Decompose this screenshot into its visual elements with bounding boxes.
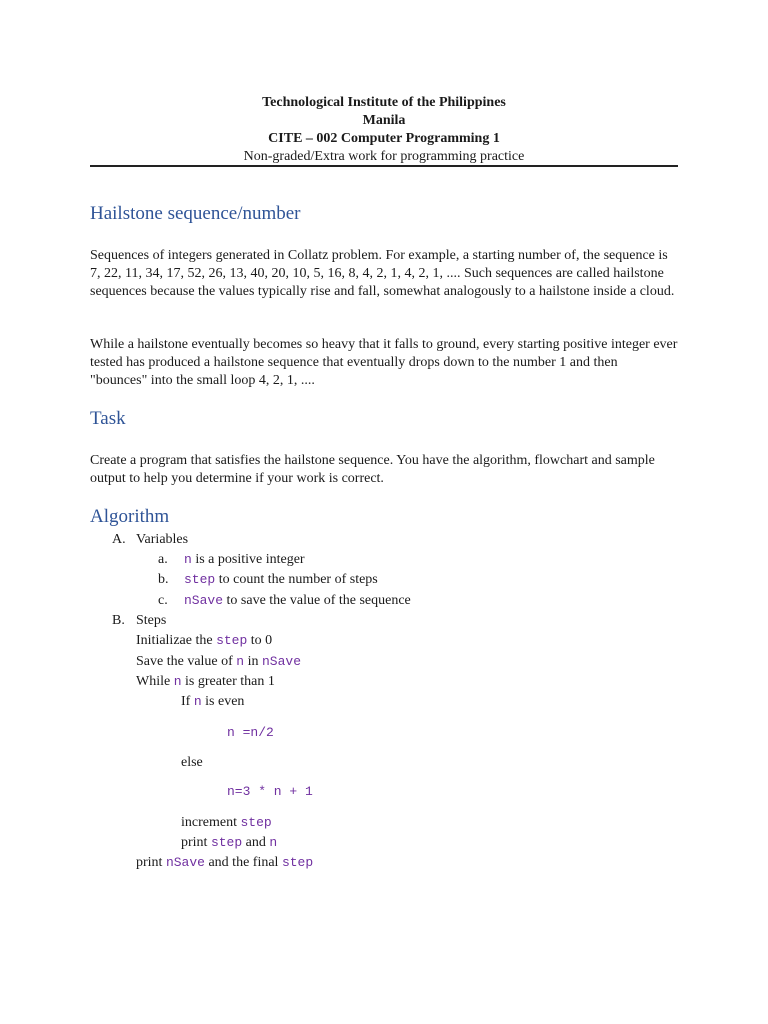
step-text: increment <box>181 815 241 830</box>
step-if <box>181 693 244 711</box>
list-text: to save the value of the sequence <box>223 593 411 608</box>
code-token: n <box>193 694 202 709</box>
step-text: to 0 <box>247 633 273 648</box>
course-note: Non-graded/Extra work for programming practice <box>243 149 525 164</box>
code-token: step <box>184 572 216 587</box>
step-text: print <box>181 835 211 850</box>
hailstone-paragraph-1: Sequences of integers generated in Collatz problem. For example, a starting number of, the sequence is 7, 22, 11, 34, 17, 52, 26, 13, 40, 20, 10, 5, 16, 8, 4, 2, 1, 4, 2, 1, .... Such sequences are called hailstone sequences because the values typically rise and fall, somewhat analogously to a hailstone inside a cloud. <box>90 248 675 299</box>
code-token: n <box>236 654 245 669</box>
list-item-var-step <box>158 571 378 589</box>
step-initialize <box>136 632 272 650</box>
list-text: is a positive integer <box>191 552 305 567</box>
step-text: and <box>242 835 270 850</box>
step-save <box>136 653 301 671</box>
step-text: If <box>181 694 194 709</box>
step-triple <box>227 783 313 801</box>
code-token: nSave <box>184 593 224 608</box>
code-token: n <box>173 674 182 689</box>
campus-name: Manila <box>362 113 406 128</box>
algorithm-heading: Algorithm <box>90 506 170 527</box>
code-token: step <box>210 835 243 850</box>
step-text: in <box>244 654 262 669</box>
code-token: step <box>240 815 272 830</box>
step-text: Initializae the <box>136 633 217 648</box>
code-token: n=3 * n + 1 <box>227 784 313 799</box>
document-header <box>90 94 678 166</box>
list-marker: B. <box>112 613 125 628</box>
step-else <box>181 754 203 772</box>
code-token: nSave <box>165 855 205 870</box>
code-token: step <box>281 855 314 870</box>
step-increment <box>181 814 272 832</box>
code-token: n =n/2 <box>227 725 274 740</box>
list-label: Variables <box>136 532 189 547</box>
step-text: While <box>136 674 174 689</box>
institute-name: Technological Institute of the Philippines <box>262 95 506 110</box>
hailstone-paragraph-2: While a hailstone eventually becomes so heavy that it falls to ground, every starting positive integer ever tested has produced a hailstone sequence that eventually drops down to the number 1 and then "bounces" into the small loop 4, 2, 1, .... <box>90 337 678 388</box>
code-token: nSave <box>262 654 302 669</box>
step-print-final <box>136 854 313 872</box>
code-token: step <box>216 633 248 648</box>
list-marker: a. <box>158 552 168 567</box>
course-title: CITE – 002 Computer Programming 1 <box>268 131 500 146</box>
step-while <box>136 673 275 691</box>
step-text: Save the value of <box>136 654 237 669</box>
list-item-var-nsave <box>158 592 411 610</box>
task-heading: Task <box>90 408 126 429</box>
step-print-inner <box>181 834 277 852</box>
list-label: Steps <box>136 613 167 628</box>
step-halve <box>227 724 274 742</box>
list-item-steps <box>112 612 166 630</box>
step-text: is greater than 1 <box>181 674 275 689</box>
list-marker: c. <box>158 593 168 608</box>
hailstone-heading: Hailstone sequence/number <box>90 203 301 224</box>
step-text: print <box>136 855 166 870</box>
step-text: else <box>181 755 203 770</box>
list-marker: A. <box>112 532 126 547</box>
code-token: n <box>269 835 278 850</box>
list-item-variables <box>112 531 188 549</box>
list-marker: b. <box>158 572 169 587</box>
list-item-var-n <box>158 551 305 569</box>
header-divider <box>90 165 678 167</box>
step-text: and the final <box>204 855 282 870</box>
step-text: is even <box>201 694 245 709</box>
task-paragraph: Create a program that satisfies the hailstone sequence. You have the algorithm, flowchart and sample output to help you determine if your work is correct. <box>90 453 655 486</box>
code-token: n <box>184 552 192 567</box>
list-text: to count the number of steps <box>215 572 378 587</box>
